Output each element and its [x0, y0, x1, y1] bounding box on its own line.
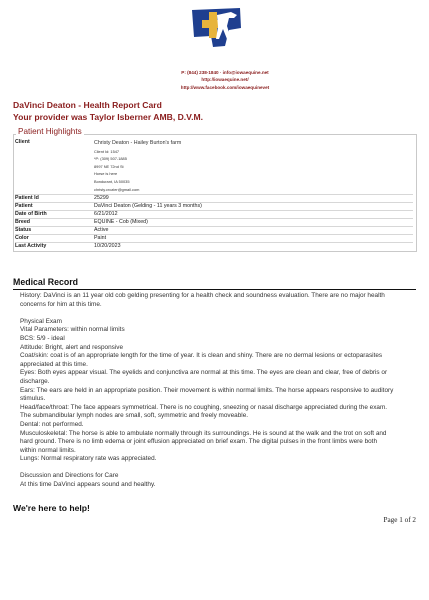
- record-line: Head/face/throat: The face appears symmetrical. There is no coughing, sneezing or nasal discharge appreciated during the exam.: [20, 403, 388, 411]
- client-email: christy.crozier@gmail.com: [94, 186, 140, 192]
- record-line: concerns for him at this time.: [20, 300, 102, 308]
- field-value: Paint: [94, 235, 107, 241]
- record-line: Physical Exam: [20, 317, 62, 325]
- record-line: Lungs: Normal respiratory rate was appreciated.: [20, 455, 157, 463]
- client-city: Bondurant, IA 50035: [94, 178, 130, 184]
- field-label: Patient Id: [15, 195, 39, 201]
- field-value: 6/21/2012: [94, 211, 118, 217]
- report-title: DaVinci Deaton - Health Report Card: [13, 100, 162, 110]
- clinic-logo: [191, 6, 243, 48]
- row-divider: [15, 218, 413, 219]
- field-label: Breed: [15, 219, 31, 225]
- record-line: Eyes: Both eyes appear visual. The eyelids and conjunctiva are normal at this time. The eyes are clean and clear, free of debris or: [20, 369, 388, 377]
- patient-highlights-legend: Patient Highlights: [18, 127, 82, 136]
- help-heading: We're here to help!: [13, 503, 90, 513]
- section-rule: [13, 289, 416, 290]
- client-street: 8997 NE 72nd St: [94, 163, 124, 169]
- record-line: BCS: 5/9 - ideal: [20, 334, 65, 342]
- record-line: Ears: The ears are held in an appropriate position. Their movement is within normal limits. The horse appears responsive to auditory: [20, 386, 394, 394]
- record-line: The submandibular lymph nodes are small, soft, symmetric and freely moveable.: [20, 412, 249, 420]
- field-value: EQUINE - Cob (Mixed): [94, 219, 148, 225]
- row-divider: [15, 202, 413, 203]
- record-line: Discussion and Directions for Care: [20, 472, 119, 480]
- client-note: Horse is here: [94, 171, 118, 177]
- row-divider: [15, 226, 413, 227]
- record-line: Musculoskeletal: The horse is able to ambulate normally through its surroundings. He is sound at the walk and the trot on soft and: [20, 429, 387, 437]
- row-divider: [15, 234, 413, 235]
- record-line: Dental: not performed.: [20, 420, 84, 428]
- field-label: Status: [15, 227, 32, 233]
- record-line: within normal limits.: [20, 446, 76, 454]
- record-line: Vital Parameters: within normal limits: [20, 326, 125, 334]
- record-line: [20, 464, 414, 473]
- record-line: stimulus.: [20, 395, 46, 403]
- row-divider: [15, 242, 413, 243]
- record-line: Coat/skin: coat is of an appropriate length for the time of year. It is clean and shiny. There are no dermal lesions or ectoparasites: [20, 352, 383, 360]
- record-line: discharge.: [20, 377, 50, 385]
- field-label: Patient: [15, 203, 33, 209]
- field-label: Last Activity: [15, 243, 47, 249]
- client-name: Christy Deaton - Hailey Burton's farm: [94, 140, 182, 146]
- row-divider: [15, 194, 413, 195]
- record-line: [20, 309, 414, 318]
- facebook-link[interactable]: http://www.facebook.com/iowaequinevet: [180, 84, 270, 90]
- field-label: Date of Birth: [15, 211, 47, 217]
- contact-phone-email: P: (844) 238-1840 · info@iowaequine.net: [181, 70, 269, 75]
- client-id: Client Id: 1547: [94, 148, 120, 154]
- record-line: appreciated at this time.: [20, 360, 88, 368]
- report-title-block: [13, 99, 203, 123]
- provider-line: Your provider was Taylor Isberner AMB, D.V.M.: [13, 112, 204, 122]
- medical-record-title: Medical Record: [13, 277, 79, 287]
- client-details: [94, 140, 181, 193]
- field-value: 10/20/2023: [94, 243, 121, 249]
- record-line: Attitude: Bright, alert and responsive: [20, 343, 124, 351]
- client-label: Client: [15, 139, 30, 145]
- field-label: Color: [15, 235, 29, 241]
- record-line: At this time DaVinci appears sound and healthy.: [20, 481, 156, 489]
- website-link[interactable]: http://iowaequine.net/: [201, 77, 249, 83]
- field-value: Active: [94, 227, 109, 233]
- contact-block: [160, 69, 290, 91]
- field-value: 25299: [94, 195, 109, 201]
- record-line: hard ground. There is no limb edema or joint effusion appreciated on brief exam. The digital pulses in the front limbs were both: [20, 438, 378, 446]
- field-value: DaVinci Deaton (Gelding - 11 years 3 months): [94, 203, 202, 209]
- row-divider: [15, 210, 413, 211]
- medical-record-body: [20, 292, 414, 490]
- page-number: Page 1 of 2: [383, 516, 416, 524]
- record-line: History: DaVinci is an 11 year old cob gelding presenting for a health check and soundness evaluation. There are no major health: [20, 292, 385, 299]
- client-phone: *P: (309) 507-1885: [94, 156, 127, 162]
